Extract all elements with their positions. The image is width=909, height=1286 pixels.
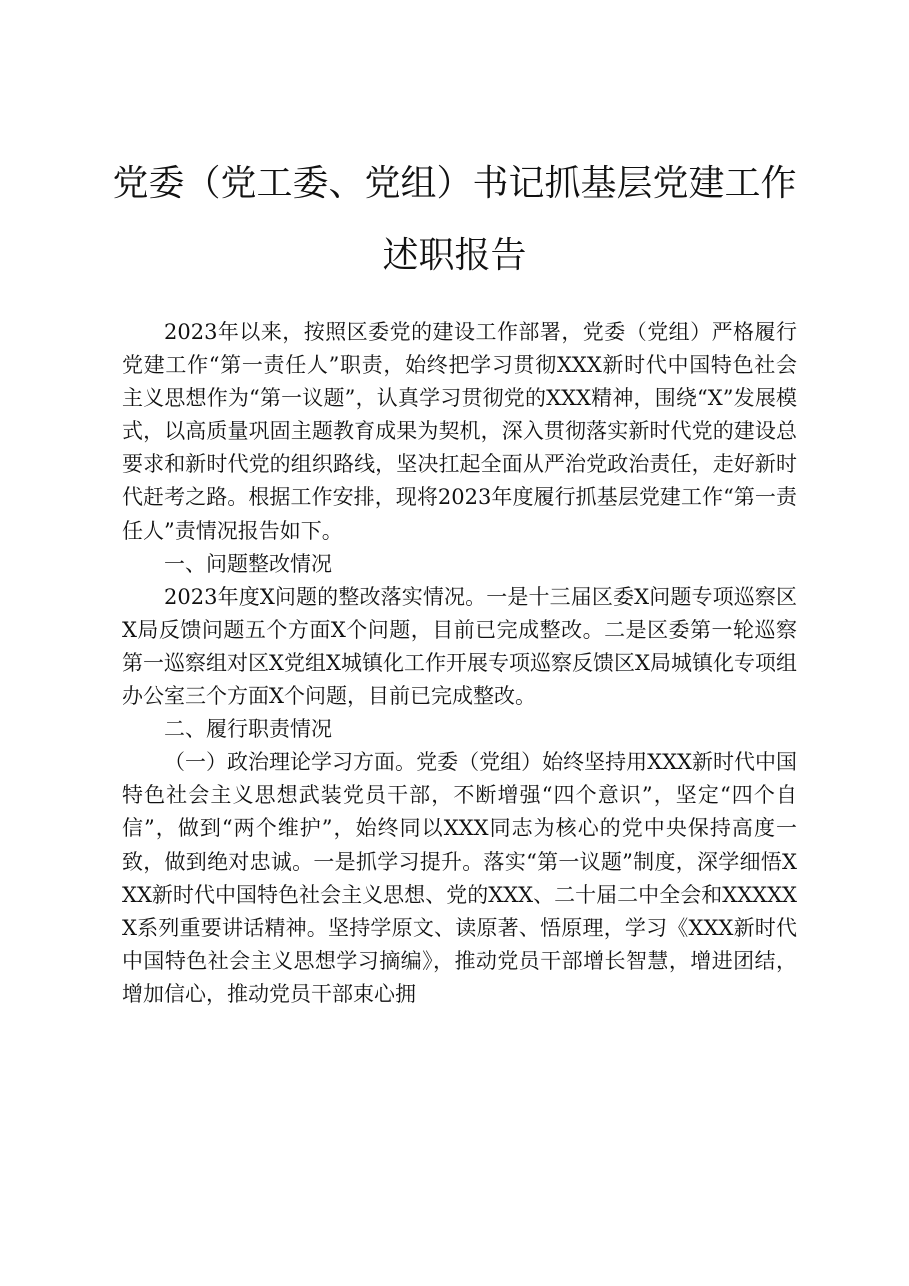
political-theory-text: 党委（党组）始终坚持用XXX新时代中国特色社会主义思想武装党员干部，不断增强“四个意识”，坚定“四个自信”，做到“两个维护”，始终同以XXX同志为核心的党中央保持高度一致，做到绝对忠诚。一是抓学习提升。落实“第一议题”制度，深学细悟XXX新时代中国特色社会主义思想、党的XXX、二十届二中全会和XXXXXX系列重要讲话精神。坚持学原文、读原著、悟原理，学习《XXX新时代中国特色社会主义思想学习摘编》，推动党员干部增长智慧，增进团结，增加信心，推动党员干部束心拥 (122, 750, 797, 1006)
political-theory-paragraph (122, 746, 797, 1011)
section-heading-problem-rectification: 一、问题整改情况 (164, 551, 332, 576)
document-title: 党委（党工委、党组）书记抓基层党建工作述职报告 (112, 163, 797, 276)
political-theory-lead: （一）政治理论学习方面。 (164, 750, 417, 775)
document-body (122, 316, 797, 1011)
problem-rectification-paragraph: 2023年度X问题的整改落实情况。一是十三届区委X问题专项巡察区X局反馈问题五个方面X个问题，目前已完成整改。二是区委第一轮巡察第一巡察组对区X党组X城镇化工作开展专项巡察反馈区X局城镇化专项组办公室三个方面X个问题，目前已完成整改。 (122, 584, 797, 709)
intro-paragraph: 2023年以来，按照区委党的建设工作部署，党委（党组）严格履行党建工作“第一责任人”职责，始终把学习贯彻XXX新时代中国特色社会主义思想作为“第一议题”，认真学习贯彻党的XXX精神，围绕“X”发展模式，以高质量巩固主题教育成果为契机，深入贯彻落实新时代党的建设总要求和新时代党的组织路线，坚决扛起全面从严治党政治责任，走好新时代赶考之路。根据工作安排，现将2023年度履行抓基层党建工作“第一责任人”责情况报告如下。 (122, 320, 797, 543)
section-heading-duty-performance: 二、履行职责情况 (164, 717, 332, 742)
